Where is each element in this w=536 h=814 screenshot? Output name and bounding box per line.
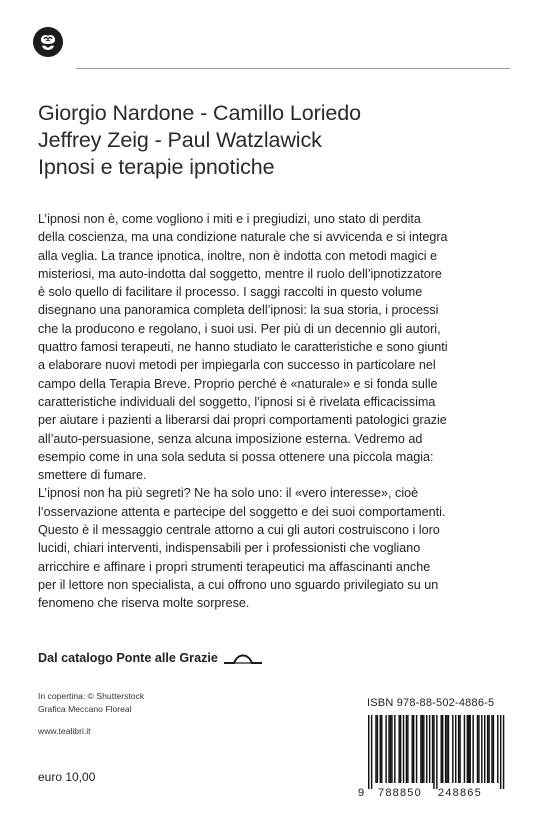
- barcode-bar: [381, 715, 382, 783]
- barcode-bar: [394, 715, 395, 783]
- barcode-bar: [459, 715, 460, 783]
- blurb-line: L’ipnosi non è, come vogliono i miti e i pregiudizi, uno stato di perdita: [38, 212, 421, 226]
- bridge-icon: [224, 651, 262, 665]
- blurb-line: esempio come in una sola seduta si possa ottenere una piccola magia:: [38, 449, 434, 464]
- book-heading: [38, 100, 508, 181]
- barcode-bar: [448, 715, 449, 783]
- blurb-line: L’ipnosi non ha più segreti? Ne ha solo uno: il «vero interesse», cioè: [38, 486, 419, 501]
- barcode-bar: [445, 715, 446, 783]
- barcode-bar: [487, 715, 488, 783]
- publisher-website[interactable]: www.tealibri.it: [38, 726, 91, 736]
- barcode-bar: [467, 715, 468, 783]
- barcode-bar: [442, 715, 443, 783]
- blurb-line: disegnano una panoramica completa dell’ipnosi: la sua storia, i processi: [38, 303, 439, 318]
- blurb-line: della coscienza, ma una condizione naturale che si avvicenda e si integra: [38, 230, 448, 245]
- barcode-left-digits: 788850: [378, 787, 422, 799]
- barcode-bar: [390, 715, 391, 783]
- barcode-bar: [468, 715, 469, 783]
- blurb-line: Questo è il messaggio centrale attorno a cui gli autori costruiscono i loro: [38, 523, 440, 538]
- barcode-bar: [503, 715, 504, 789]
- barcode-bar: [455, 715, 456, 783]
- blurb-line: per aiutare i pazienti a liberarsi dai propri comportamenti patologici grazie: [38, 413, 447, 428]
- catalog-label: Dal catalogo Ponte alle Grazie: [38, 651, 218, 665]
- barcode-bar: [368, 715, 369, 789]
- barcode-bar: [470, 715, 471, 783]
- blurb-line: fenomeno che riserva molte sorprese.: [38, 596, 250, 611]
- barcode-bar: [413, 715, 414, 783]
- barcode-lead-digit: 9: [358, 787, 365, 799]
- barcode-bar: [380, 715, 381, 783]
- barcode-bar: [491, 715, 492, 783]
- blurb-line: smettere di fumare.: [38, 468, 147, 483]
- blurb-line: l’osservazione attenta e partecipe del soggetto e dei suoi comportamenti.: [38, 504, 446, 519]
- isbn: ISBN 978-88-502-4886-5: [367, 697, 495, 709]
- barcode-bar: [464, 715, 465, 783]
- authors-line-2: Jeffrey Zeig - Paul Watzlawick: [38, 128, 322, 152]
- barcode-bar: [441, 715, 442, 783]
- barcode-bar: [484, 715, 485, 783]
- blurb-line: è solo quello di facilitare il processo. I saggi raccolti in questo volume: [38, 285, 423, 300]
- barcode-bar: [398, 715, 399, 783]
- barcode-right-digits: 248865: [438, 787, 482, 799]
- book-title: Ipnosi e terapie ipnotiche: [38, 155, 275, 179]
- blurb-line: misteriosi, ma auto-indotta dal soggetto, mentre il ruolo dell’ipnotizzatore: [38, 266, 442, 281]
- design-credit: Grafica Meccano Floreal: [38, 703, 132, 714]
- barcode-bar: [377, 715, 378, 783]
- price: euro 10,00: [38, 770, 96, 784]
- barcode-bar: [371, 715, 372, 789]
- blurb-line: alla veglia. La trance ipnotica, inoltre, non è indotta con metodi magici e: [38, 248, 438, 263]
- barcode-bar: [400, 715, 401, 783]
- barcode-bar: [388, 715, 389, 783]
- barcode-bar: [497, 715, 498, 783]
- barcode-bar: [375, 715, 376, 783]
- barcode-bar: [385, 715, 386, 783]
- barcode-bar: [406, 715, 407, 783]
- blurb-line: caratteristiche individuali del soggetto, l’ipnosi si è rivelata efficacissima: [38, 394, 436, 409]
- back-cover-blurb: [38, 210, 513, 613]
- barcode-bar: [412, 715, 413, 783]
- authors-line-1: Giorgio Nardone - Camillo Loriedo: [38, 101, 361, 125]
- blurb-line: quattro famosi terapeuti, ne hanno studiato le caratteristiche e sono giunti: [38, 340, 448, 355]
- barcode: [356, 713, 506, 799]
- barcode-bar: [420, 715, 421, 783]
- barcode-bar: [493, 715, 494, 783]
- barcode-bar: [488, 715, 489, 783]
- barcode-bar: [407, 715, 408, 783]
- blurb-line: lucidi, chiari interventi, indispensabili per i professionisti che vogliano: [38, 541, 421, 556]
- catalog-line: [38, 651, 262, 665]
- barcode-bar: [446, 715, 447, 783]
- barcode-bar: [477, 715, 478, 783]
- blurb-line: arricchire e affinare i propri strumenti terapeutici ma affascinanti anche: [38, 559, 431, 574]
- cover-credit: In copertina: © Shutterstock: [38, 691, 145, 701]
- blurb-line: campo della Terapia Breve. Proprio perché è «naturale» e si fonda sulle: [38, 376, 438, 391]
- barcode-bar: [426, 715, 427, 783]
- blurb-line: che la producono e regolano, i suoi usi. Per più di un decennio gli autori,: [38, 321, 441, 336]
- cover-credits: [38, 690, 144, 715]
- barcode-bar: [458, 715, 459, 783]
- barcode-bar: [472, 715, 473, 783]
- blurb-line: all’auto-persuasione, senza alcuna imposizione esterna. Vedremo ad: [38, 431, 423, 446]
- barcode-bar: [500, 715, 501, 789]
- barcode-bar: [429, 715, 430, 783]
- publisher-logo-rose-icon: [33, 27, 63, 57]
- barcode-bar: [391, 715, 392, 783]
- barcode-bar: [432, 715, 433, 783]
- barcode-bar: [478, 715, 479, 783]
- blurb-line: per il lettore non specialista, a cui offrono uno sguardo privilegiato su un: [38, 577, 439, 592]
- barcode-bar: [403, 715, 404, 783]
- blurb-line: a elaborare nuovi metodi per impiegarla con successo in particolare nel: [38, 358, 436, 373]
- header-rule: [76, 68, 510, 69]
- barcode-bar: [422, 715, 423, 783]
- barcode-bar: [452, 715, 453, 783]
- barcode-bar: [436, 715, 437, 789]
- barcode-bar: [416, 715, 417, 783]
- barcode-bar: [433, 715, 434, 789]
- barcode-bar: [481, 715, 482, 783]
- barcode-bar: [423, 715, 424, 783]
